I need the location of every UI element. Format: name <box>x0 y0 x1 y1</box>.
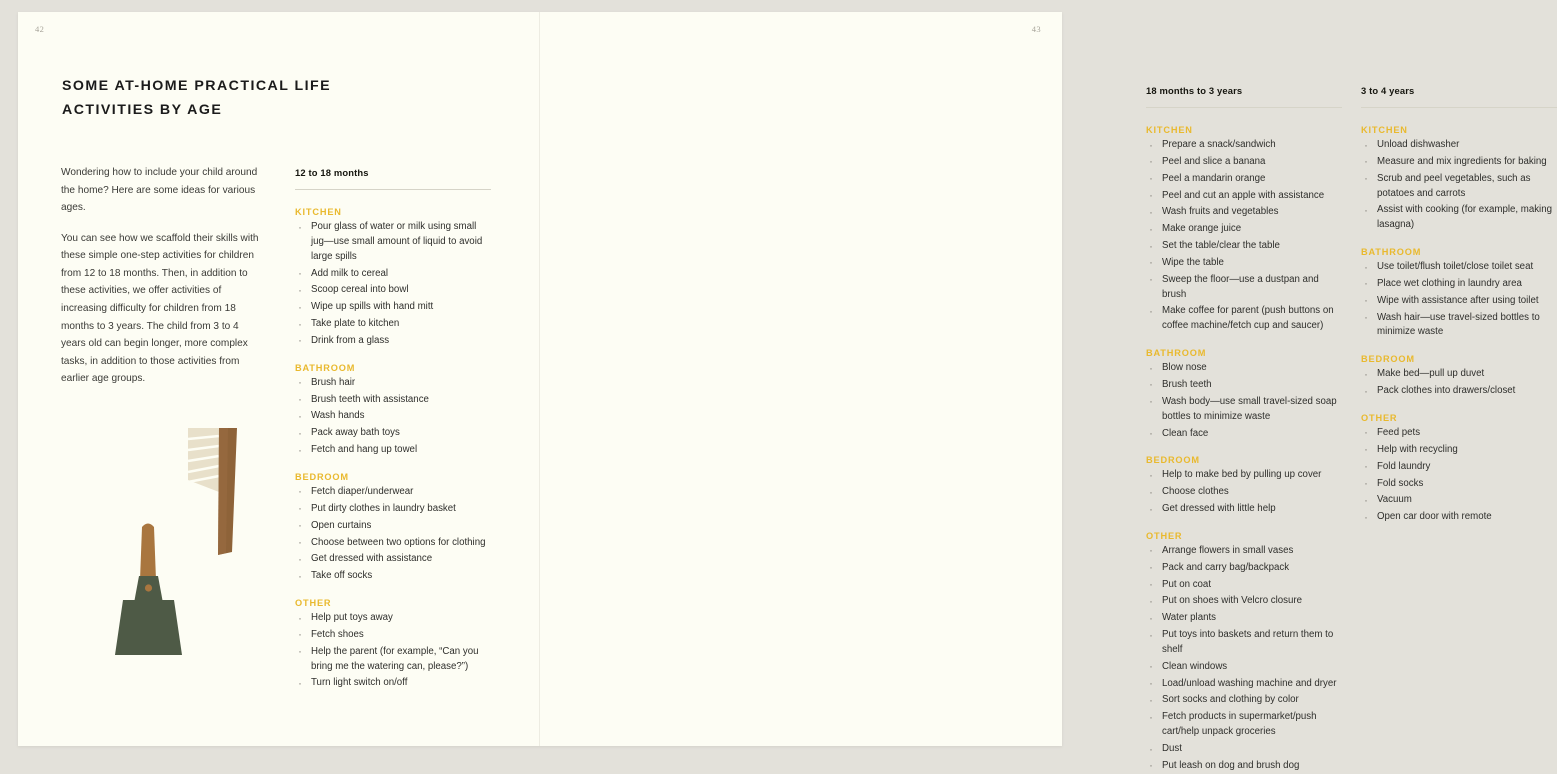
list-item: · Pack and carry bag/backpack <box>1146 561 1342 576</box>
list-item: · Make coffee for parent (push buttons on coffee machine/fetch cup and saucer) <box>1146 304 1342 334</box>
section-bathroom <box>1361 247 1557 340</box>
activity-list <box>1146 544 1342 774</box>
list-item: · Unload dishwasher <box>1361 138 1557 153</box>
list-item: · Put dirty clothes in laundry basket <box>295 502 491 517</box>
column-heading: 12 to 18 months <box>295 167 369 178</box>
right-page <box>540 12 1552 771</box>
list-item: · Help the parent (for example, “Can you bring me the watering can, please?”) <box>295 645 491 675</box>
activity-list <box>295 376 491 458</box>
section-bedroom <box>295 472 491 584</box>
list-item: · Put on shoes with Velcro closure <box>1146 594 1342 609</box>
list-item: · Put on coat <box>1146 578 1342 593</box>
list-item: · Wipe with assistance after using toilet <box>1361 294 1557 309</box>
column-heading: 3 to 4 years <box>1361 85 1415 96</box>
list-item: · Load/unload washing machine and dryer <box>1146 677 1342 692</box>
activity-list <box>1146 138 1342 334</box>
list-item: · Wash hair—use travel-sized bottles to minimize waste <box>1361 311 1557 341</box>
list-item: · Get dressed with little help <box>1146 502 1342 517</box>
section-title: OTHER <box>1361 412 1398 423</box>
section-bedroom <box>1361 354 1557 399</box>
list-item: · Water plants <box>1146 611 1342 626</box>
list-item: · Prepare a snack/sandwich <box>1146 138 1342 153</box>
dustpan-body-icon <box>115 576 182 655</box>
list-item: · Set the table/clear the table <box>1146 239 1342 254</box>
column-3-to-4-years <box>1361 85 1557 525</box>
page-number-left: 42 <box>35 24 45 34</box>
list-item: · Vacuum <box>1361 493 1557 508</box>
activity-list <box>1361 260 1557 340</box>
list-item: · Wipe up spills with hand mitt <box>295 300 491 315</box>
page-number-right: 43 <box>1031 24 1041 34</box>
list-item: · Assist with cooking (for example, making lasagna) <box>1361 203 1557 233</box>
list-item: · Pour glass of water or milk using small jug—use small amount of liquid to avoid large spills <box>295 220 491 265</box>
page-title: SOME AT-HOME PRACTICAL LIFE ACTIVITIES BY AGE <box>62 78 332 119</box>
section-title: BATHROOM <box>1361 247 1422 258</box>
list-item: · Sort socks and clothing by color <box>1146 693 1342 708</box>
dustpan-handle-icon <box>140 524 156 581</box>
list-item: · Choose clothes <box>1146 485 1342 500</box>
list-item: · Take plate to kitchen <box>295 317 491 332</box>
list-item: · Make bed—pull up duvet <box>1361 367 1557 382</box>
list-item: · Drink from a glass <box>295 334 491 349</box>
list-item: · Wipe the table <box>1146 256 1342 271</box>
section-title: BEDROOM <box>1146 455 1200 466</box>
list-item: · Peel and cut an apple with assistance <box>1146 189 1342 204</box>
section-bedroom <box>1146 455 1342 517</box>
list-item: · Place wet clothing in laundry area <box>1361 277 1557 292</box>
list-item: · Take off socks <box>295 569 491 584</box>
list-item: · Feed pets <box>1361 426 1557 441</box>
column-divider <box>1361 107 1557 108</box>
list-item: · Clean windows <box>1146 660 1342 675</box>
section-title: BEDROOM <box>295 471 349 482</box>
section-title: BEDROOM <box>1361 354 1415 365</box>
list-item: · Fetch diaper/underwear <box>295 485 491 500</box>
activity-list <box>1146 468 1342 517</box>
brush-and-dustpan-illustration <box>106 420 256 660</box>
list-item: · Put toys into baskets and return them to shelf <box>1146 628 1342 658</box>
list-item: · Peel and slice a banana <box>1146 155 1342 170</box>
intro-paragraph-1: Wondering how to include your child around the home? Here are some ideas for various ages. <box>61 167 258 214</box>
brush-bristles-icon <box>188 428 219 492</box>
column-heading: 18 months to 3 years <box>1146 85 1243 96</box>
section-title: OTHER <box>295 598 332 609</box>
section-other <box>295 598 491 691</box>
list-item: · Use toilet/flush toilet/close toilet seat <box>1361 260 1557 275</box>
list-item: · Turn light switch on/off <box>295 676 491 691</box>
list-item: · Fetch shoes <box>295 628 491 643</box>
list-item: · Blow nose <box>1146 361 1342 376</box>
intro-text <box>61 164 261 388</box>
list-item: · Pack clothes into drawers/closet <box>1361 384 1557 399</box>
section-title: KITCHEN <box>295 207 342 217</box>
intro-paragraph-2: You can see how we scaffold their skills with these simple one-step activities for children from 12 to 18 months. Then, in addition to these activities, we offer activities of increasing difficulty for children from 18 months to 3 years. The child from 3 to 4 years old can begin longer, more complex tasks, in addition to those activities from earlier age groups. <box>61 232 259 385</box>
list-item: · Put leash on dog and brush dog <box>1146 759 1342 774</box>
list-item: · Wash hands <box>295 409 491 424</box>
activity-list <box>1146 361 1342 441</box>
section-kitchen <box>295 207 491 349</box>
list-item: · Add milk to cereal <box>295 267 491 282</box>
activity-list <box>295 485 491 584</box>
list-item: · Clean face <box>1146 427 1342 442</box>
section-title: KITCHEN <box>1361 125 1408 135</box>
activity-list <box>295 611 491 691</box>
list-item: · Measure and mix ingredients for baking <box>1361 155 1557 170</box>
list-item: · Get dressed with assistance <box>295 552 491 567</box>
list-item: · Brush hair <box>295 376 491 391</box>
list-item: · Open car door with remote <box>1361 510 1557 525</box>
activity-list <box>1361 138 1557 233</box>
section-title: OTHER <box>1146 530 1183 541</box>
column-18-months-to-3-years <box>1146 85 1342 774</box>
section-title: BATHROOM <box>1146 348 1207 359</box>
list-item: · Fetch products in supermarket/push cart/help unpack groceries <box>1146 710 1342 740</box>
list-item: · Help with recycling <box>1361 443 1557 458</box>
list-item: · Wash fruits and vegetables <box>1146 205 1342 220</box>
list-item: · Fold laundry <box>1361 460 1557 475</box>
list-item: · Choose between two options for clothing <box>295 536 491 551</box>
list-item: · Scrub and peel vegetables, such as potatoes and carrots <box>1361 172 1557 202</box>
list-item: · Pack away bath toys <box>295 426 491 441</box>
list-item: · Fold socks <box>1361 477 1557 492</box>
list-item: · Make orange juice <box>1146 222 1342 237</box>
list-item: · Wash body—use small travel-sized soap bottles to minimize waste <box>1146 395 1342 425</box>
section-other <box>1146 531 1342 774</box>
column-divider <box>295 189 491 190</box>
section-bathroom <box>295 363 491 458</box>
column-divider <box>1146 107 1342 108</box>
illustration-svg <box>106 420 256 660</box>
section-title: KITCHEN <box>1146 125 1193 135</box>
column-12-to-18-months <box>295 167 491 691</box>
section-title: BATHROOM <box>295 362 356 373</box>
section-kitchen <box>1361 125 1557 233</box>
list-item: · Dust <box>1146 742 1342 757</box>
section-kitchen <box>1146 125 1342 334</box>
section-other <box>1361 413 1557 525</box>
list-item: · Help to make bed by pulling up cover <box>1146 468 1342 483</box>
list-item: · Arrange flowers in small vases <box>1146 544 1342 559</box>
list-item: · Brush teeth <box>1146 378 1342 393</box>
list-item: · Fetch and hang up towel <box>295 443 491 458</box>
list-item: · Brush teeth with assistance <box>295 393 491 408</box>
book-spread <box>18 12 1552 771</box>
list-item: · Scoop cereal into bowl <box>295 283 491 298</box>
list-item: · Help put toys away <box>295 611 491 626</box>
activity-list <box>1361 426 1557 525</box>
left-page <box>18 12 540 746</box>
list-item: · Peel a mandarin orange <box>1146 172 1342 187</box>
activity-list <box>1361 367 1557 399</box>
list-item: · Sweep the floor—use a dustpan and brush <box>1146 273 1342 303</box>
list-item: · Open curtains <box>295 519 491 534</box>
section-bathroom <box>1146 348 1342 441</box>
activity-list <box>295 220 491 349</box>
brush-handle-icon <box>218 428 237 555</box>
